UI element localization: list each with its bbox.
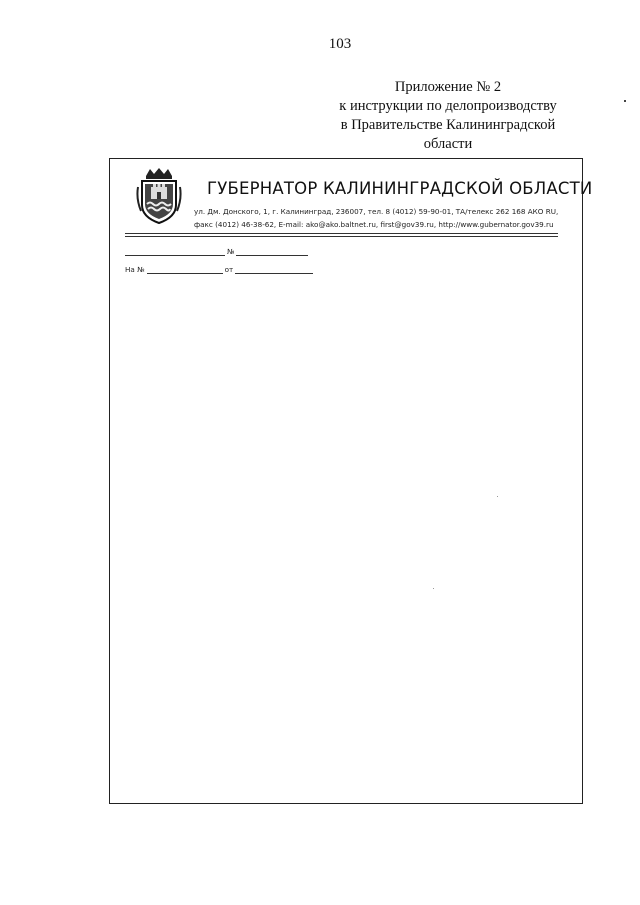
appendix-note: [298, 78, 598, 154]
date-blank[interactable]: [125, 247, 225, 256]
number-blank[interactable]: [236, 247, 308, 256]
letterhead-title: ГУБЕРНАТОР КАЛИНИНГРАДСКОЙ ОБЛАСТИ: [207, 179, 593, 198]
letterhead-address: ул. Дм. Донского, 1, г. Калининград, 236007, тел. 8 (4012) 59-90-01, ТА/телекс 262 168 АКО RU,: [194, 207, 559, 216]
letterhead-divider-thin: [125, 233, 558, 234]
letterhead-contacts: факс (4012) 46-38-62, E-mail: ako@ako.baltnet.ru, first@gov39.ru, http://www.gubernator.gov39.ru: [194, 220, 554, 229]
reply-date-blank[interactable]: [235, 265, 313, 274]
appendix-line: Приложение № 2: [394, 79, 502, 95]
appendix-line: в Правительстве Калининградской: [340, 117, 556, 133]
appendix-line: области: [423, 136, 473, 152]
date-label: от: [224, 265, 234, 274]
letterhead: [130, 163, 593, 229]
coat-of-arms-icon: [136, 167, 182, 225]
scan-speck: [433, 588, 434, 589]
reply-reference-line: [125, 265, 313, 274]
scan-speck: [624, 100, 626, 102]
outgoing-number-line: [125, 247, 308, 256]
reply-number-blank[interactable]: [147, 265, 223, 274]
appendix-line: к инструкции по делопроизводству: [339, 98, 557, 114]
page-number: 103: [328, 36, 352, 52]
number-label: №: [227, 247, 235, 256]
scan-speck: [497, 496, 498, 497]
letterhead-divider-thick: [125, 236, 558, 237]
in-reply-label: На №: [125, 265, 145, 274]
letterhead-blank-frame: [109, 158, 593, 804]
